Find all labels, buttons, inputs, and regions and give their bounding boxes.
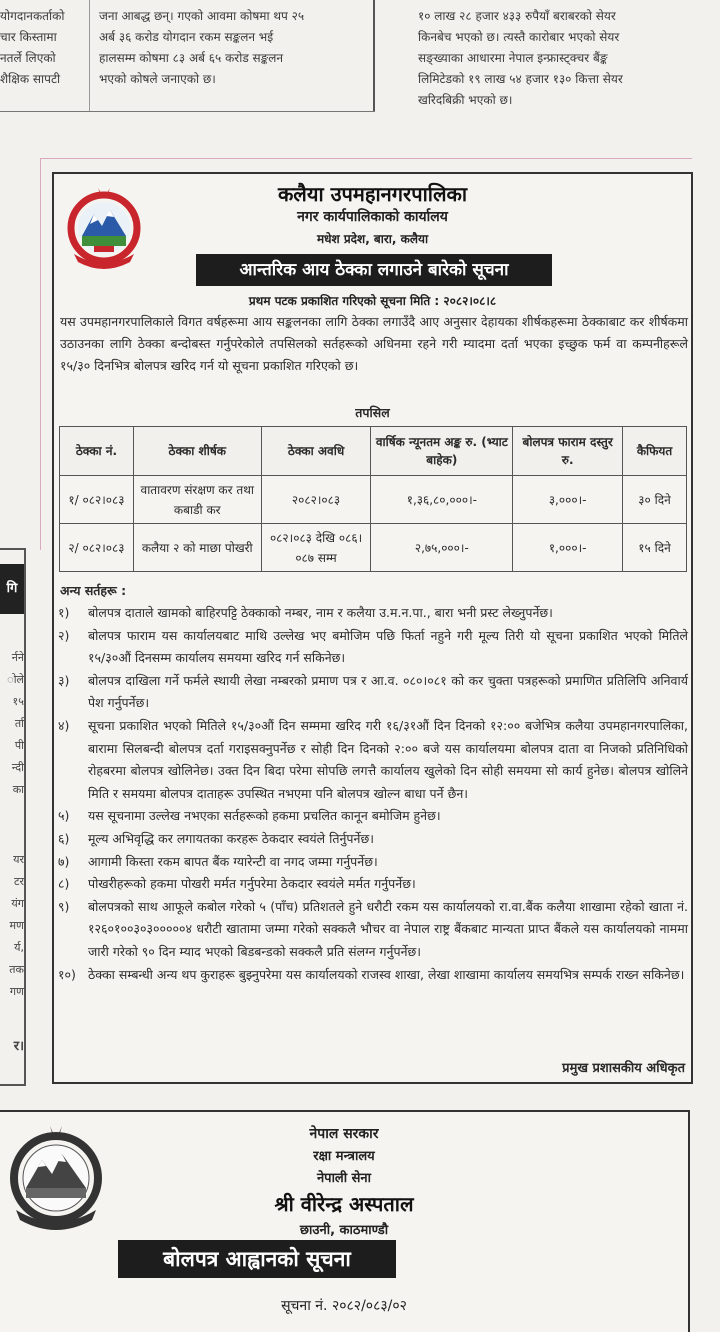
term-text: ठेक्का सम्बन्धी अन्य थप कुराहरू बुझ्नुपरेमा यस कार्यालयको राजस्व शाखा, लेखा शाखामा कार्यालय समयभित्र सम्पर्क राख्न सकिनेछ।	[88, 966, 685, 982]
table-cell: १/ ०८२।०८३	[60, 476, 134, 524]
column-divider	[89, 0, 90, 112]
clipped-word: तक	[9, 963, 24, 976]
term-number: १)	[58, 605, 70, 620]
clipped-word: मण	[9, 919, 24, 932]
term-text: बोलपत्र दाताले खामको बाहिरपट्टि ठेक्काको नम्बर, नाम र कलैया उ.म.न.पा., बारा भनी प्रस्ट लेख्नुपर्नेछ।	[88, 605, 553, 620]
clipped-word: यर	[13, 853, 24, 866]
terms-list	[58, 602, 688, 986]
table-cell: वातावरण संरक्षण कर तथा कबाडी कर	[133, 476, 261, 524]
column-header: ठेक्का नं.	[60, 427, 134, 476]
term-number: ४)	[58, 717, 70, 733]
term-item	[58, 602, 688, 625]
hospital-name: श्री वीरेन्द्र अस्पताल	[274, 1192, 414, 1216]
left-clipped-column	[0, 548, 26, 1086]
divider-line	[40, 158, 692, 159]
contract-table	[59, 426, 687, 572]
divider-line	[40, 158, 41, 550]
table-cell: २,७५,०००।-	[371, 524, 513, 572]
table-header-row	[60, 427, 687, 476]
term-number: ५)	[58, 808, 70, 824]
term-item	[58, 828, 688, 851]
column-divider	[0, 111, 375, 112]
tender-notice	[52, 172, 693, 1084]
table-cell: ३,०००।-	[513, 476, 623, 524]
term-text: बोलपत्र फाराम यस कार्यालयबाट माथि उल्लेख भए बमोजिम पछि फिर्ता नहुने गरी मूल्य तिरी यो सूचना प्रकाशित भएको मितिले १५/३०औं दिनसम्म कार्यालय समयमा खरिद गर्न सकिनेछ।	[88, 627, 688, 666]
column-header: बोलपत्र फाराम दस्तुर रु.	[513, 427, 623, 476]
clipped-word: पी	[14, 739, 24, 752]
term-number: ६)	[58, 830, 70, 846]
top-middle-clip	[99, 6, 367, 90]
notice-heading: आन्तरिक आय ठेक्का लगाउने बारेको सूचना	[196, 254, 552, 286]
term-number: १०)	[58, 966, 76, 982]
table-cell: २/ ०८२।०८३	[60, 524, 134, 572]
clipped-word: का	[12, 783, 24, 796]
term-text: पोखरीहरूको हकमा पोखरी मर्मत गर्नुपरेमा ठेकदार स्वयंले मर्मत गर्नुपर्नेछ।	[88, 876, 416, 892]
term-text: आगामी किस्ता रकम बापत बैंक ग्यारेन्टी वा नगद जम्मा गर्नुपर्नेछ।	[88, 853, 378, 869]
text-line: १० लाख २८ हजार ४३३ रुपैयाँ बराबरको सेयर	[418, 9, 616, 23]
schedule-label: तपसिल	[355, 405, 390, 420]
terms-title: अन्य सर्तहरू :	[60, 583, 127, 598]
notice-number: सूचना नं. २०८२/०८३/०२	[281, 1298, 407, 1314]
clipped-word: र।	[13, 1039, 24, 1054]
army-tender-notice	[0, 1110, 690, 1332]
term-number: ८)	[58, 876, 70, 892]
clipped-word: गण	[9, 985, 24, 998]
term-item	[58, 625, 688, 670]
term-number: ९)	[58, 898, 70, 914]
army-notice-heading: बोलपत्र आह्वानको सूचना	[118, 1240, 396, 1278]
term-text: सूचना प्रकाशित भएको मितिले १५/३०औं दिन सम्ममा खरिद गरी १६/३१औं दिन दिनको १२:०० बजेभित्र कलैया उपमहानगरपालिका, बारामा सिलबन्दी बोलपत्र दर्ता गराइसक्नुपर्नेछ र सोही दिन दिनको २:०० बजे यस कार्यालयमा बोलपत्र दाता वा निजको प्रतिनिधिको रोहबरमा बोलपत्र खोलिनेछ। उक्त दिन बिदा परेमा सोपछि लगत्तै कार्यालय खुलेको दिन सोही समयमा सो कार्य हुनेछ। बोलपत्र खोलिने मिति र समयमा बोलपत्र दाताहरू उपस्थित नभएमा पनि बोलपत्र खोल्न बाधा पर्ने छैन।	[88, 717, 688, 801]
table-cell: कलैया २ को माछा पोखरी	[133, 524, 261, 572]
clipped-word: र्नने	[11, 651, 24, 664]
term-number: २)	[58, 627, 70, 643]
column-tab: गि	[0, 564, 24, 614]
text-line: योगदानकर्ताको	[0, 9, 65, 23]
table-cell: १५ दिने	[623, 524, 687, 572]
term-text: बोलपत्रको साथ आफूले कबोल गरेको ५ (पाँच) प्रतिशतले हुने धरौटी रकम यस कार्यालयको रा.वा.बैंक कलैया शाखामा रहेको खाता नं. १२६०१००३०३०००००४ धरौटी खातामा जम्मा गरेको सक्कलै भौचर वा नेपाल राष्ट्र बैंकबाट मान्यता प्राप्त बैंकले यस कार्यालयको नाममा जारी गरेको ९० दिन म्याद भएको बिडबन्डको सक्कलै प्रति संलग्न गर्नुपर्नेछ।	[88, 898, 688, 959]
term-item	[58, 851, 688, 874]
text-line: नतर्ले लिएको	[0, 51, 56, 65]
text-line: चार किस्तामा	[0, 30, 57, 44]
signatory: प्रमुख प्रशासकीय अधिकृत	[562, 1061, 685, 1076]
top-right-clip	[418, 6, 698, 111]
term-number: ७)	[58, 853, 70, 869]
clipped-word: १५	[12, 695, 24, 708]
text-line: खरिदबिक्री भएको छ।	[418, 93, 513, 107]
term-text: यस सूचनामा उल्लेख नभएका सर्तहरूको हकमा प्रचलित कानून बमोजिम हुनेछ।	[88, 808, 441, 824]
office-address: मधेश प्रदेश, बारा, कलैया	[316, 232, 429, 246]
term-number: ३)	[58, 672, 70, 688]
top-left-clip	[0, 6, 82, 90]
term-item	[58, 670, 688, 715]
term-item	[58, 715, 688, 805]
table-row	[60, 524, 687, 572]
office-subtitle: नगर कार्यपालिकाको कार्यालय	[297, 209, 448, 225]
column-header: ठेक्का शीर्षक	[133, 427, 261, 476]
army-name: नेपाली सेना	[316, 1171, 372, 1186]
text-line: लिमिटेडको १९ लाख ५४ हजार १३० कित्ता सेयर	[418, 72, 623, 86]
clipped-word: र्य,	[14, 941, 24, 954]
table-row	[60, 476, 687, 524]
ministry-name: रक्षा मन्त्रालय	[313, 1149, 375, 1164]
clipped-word: न्दी	[11, 761, 24, 774]
office-name: कलैया उपमहानगरपालिका	[277, 182, 468, 206]
clipped-word: ोले	[7, 673, 24, 686]
term-item	[58, 896, 688, 964]
clipped-word: टर	[13, 875, 24, 888]
column-divider	[373, 0, 375, 112]
intro-paragraph: यस उपमहानगरपालिकाले विगत वर्षहरूमा आय सङ्कलनका लागि ठेक्का लगाउँदै आए अनुसार देहायका शीर्षकहरूमा ठेक्काबाट कर शीर्षकमा उठाउनका लागि ठेक्का बन्दोबस्त गर्नुपरेकोले तपसिलको सर्तहरूको अधिनमा रहने गरी म्यादमा दर्ता भएका इच्छुक फर्म वा कम्पनीहरूले १५/३० दिनभित्र बोलपत्र खरिद गर्न यो सूचना प्रकाशित गरिएको छ।	[60, 314, 688, 373]
text-line: सङ्ख्याका आधारमा नेपाल इन्फ्रास्ट्क्चर बैंङ्क	[418, 51, 608, 65]
text-line: अर्ब ३६ करोड योगदान रकम सङ्कलन भई	[99, 30, 274, 44]
clipped-word: यंग	[11, 897, 24, 910]
hospital-address: छाउनी, काठमाण्डौ	[299, 1223, 389, 1238]
clipped-word: र्ता	[14, 717, 24, 730]
text-line: जना आबद्ध छन्। गएको आवमा कोषमा थप २५	[99, 9, 305, 23]
table-cell: १,३६,८०,०००।-	[371, 476, 513, 524]
column-header: ठेक्का अवधि	[261, 427, 371, 476]
term-item	[58, 873, 688, 896]
term-item	[58, 805, 688, 828]
column-header: वार्षिक न्यूनतम अङ्क रु. (भ्याट बाहेक)	[371, 427, 513, 476]
table-cell: १,०००।-	[513, 524, 623, 572]
column-header: कैफियत	[623, 427, 687, 476]
term-text: बोलपत्र दाखिला गर्ने फर्मले स्थायी लेखा नम्बरको प्रमाण पत्र र आ.व. ०८०।०८१ को कर चुक्ता पत्रहरूको प्रमाणित प्रतिलिपि अनिवार्य पेश गर्नुपर्नेछ।	[88, 672, 688, 711]
table-cell: २०८२।०८३	[261, 476, 371, 524]
text-line: भएको कोषले जनाएको छ।	[99, 72, 216, 86]
text-line: किनबेच भएको छ। त्यस्तै कारोबार भएको सेयर	[418, 30, 620, 44]
gov-name: नेपाल सरकार	[309, 1126, 379, 1142]
text-line: हालसम्म कोषमा ८३ अर्ब ६५ करोड सङ्कलन	[99, 51, 284, 65]
table-cell: ०८२।०८३ देखि ०८६।०८७ सम्म	[261, 524, 371, 572]
text-line: शैक्षिक सापटी	[0, 72, 61, 86]
term-text: मूल्य अभिवृद्धि कर लगायतका करहरू ठेकदार स्वयंले तिर्नुपर्नेछ।	[88, 830, 374, 846]
publish-date: प्रथम पटक प्रकाशित गरिएको सूचना मिति : २०८२।०८।८	[248, 294, 497, 308]
term-item	[58, 964, 688, 987]
table-cell: ३० दिने	[623, 476, 687, 524]
